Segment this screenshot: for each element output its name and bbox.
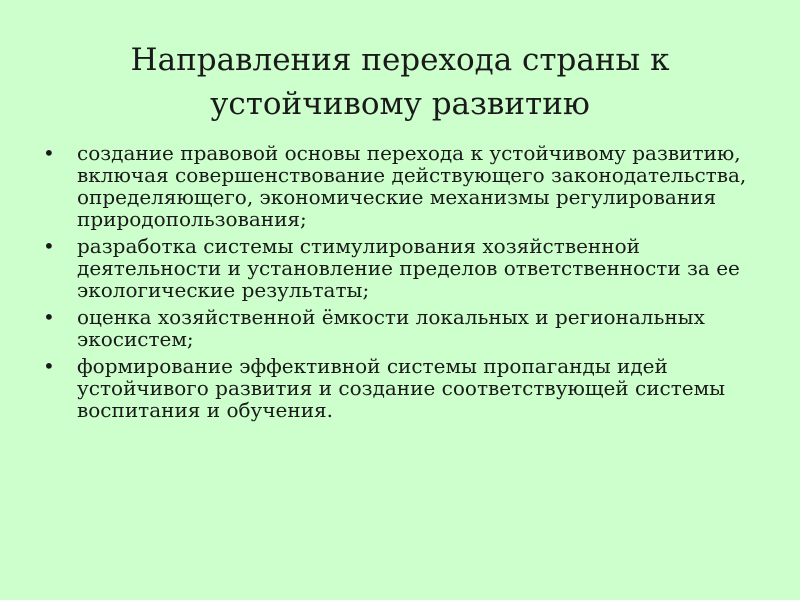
bullet-list <box>40 142 760 426</box>
slide-title: Направления перехода страны к устойчивому развитию <box>130 42 670 122</box>
bullet-text: создание правовой основы перехода к устойчивому развитию, включая совершенствование действующего законодательства, определяющего, экономические механизмы регулирования природопользования; <box>77 141 747 231</box>
bullet-text: формирование эффективной системы пропаганды идей устойчивого развития и создание соответствующей системы воспитания и обучения. <box>77 354 726 422</box>
bullet-item <box>40 142 760 230</box>
bullet-item <box>40 235 760 301</box>
bullet-marker: • <box>43 354 55 378</box>
bullet-marker: • <box>43 305 55 329</box>
bullet-marker: • <box>43 234 55 258</box>
bullet-item <box>40 306 760 350</box>
bullet-item <box>40 355 760 421</box>
bullet-marker: • <box>43 141 55 165</box>
bullet-text: разработка системы стимулирования хозяйственной деятельности и установление пределов ответственности за ее экологические результаты; <box>77 234 740 302</box>
bullet-text: оценка хозяйственной ёмкости локальных и региональных экосистем; <box>77 305 705 351</box>
